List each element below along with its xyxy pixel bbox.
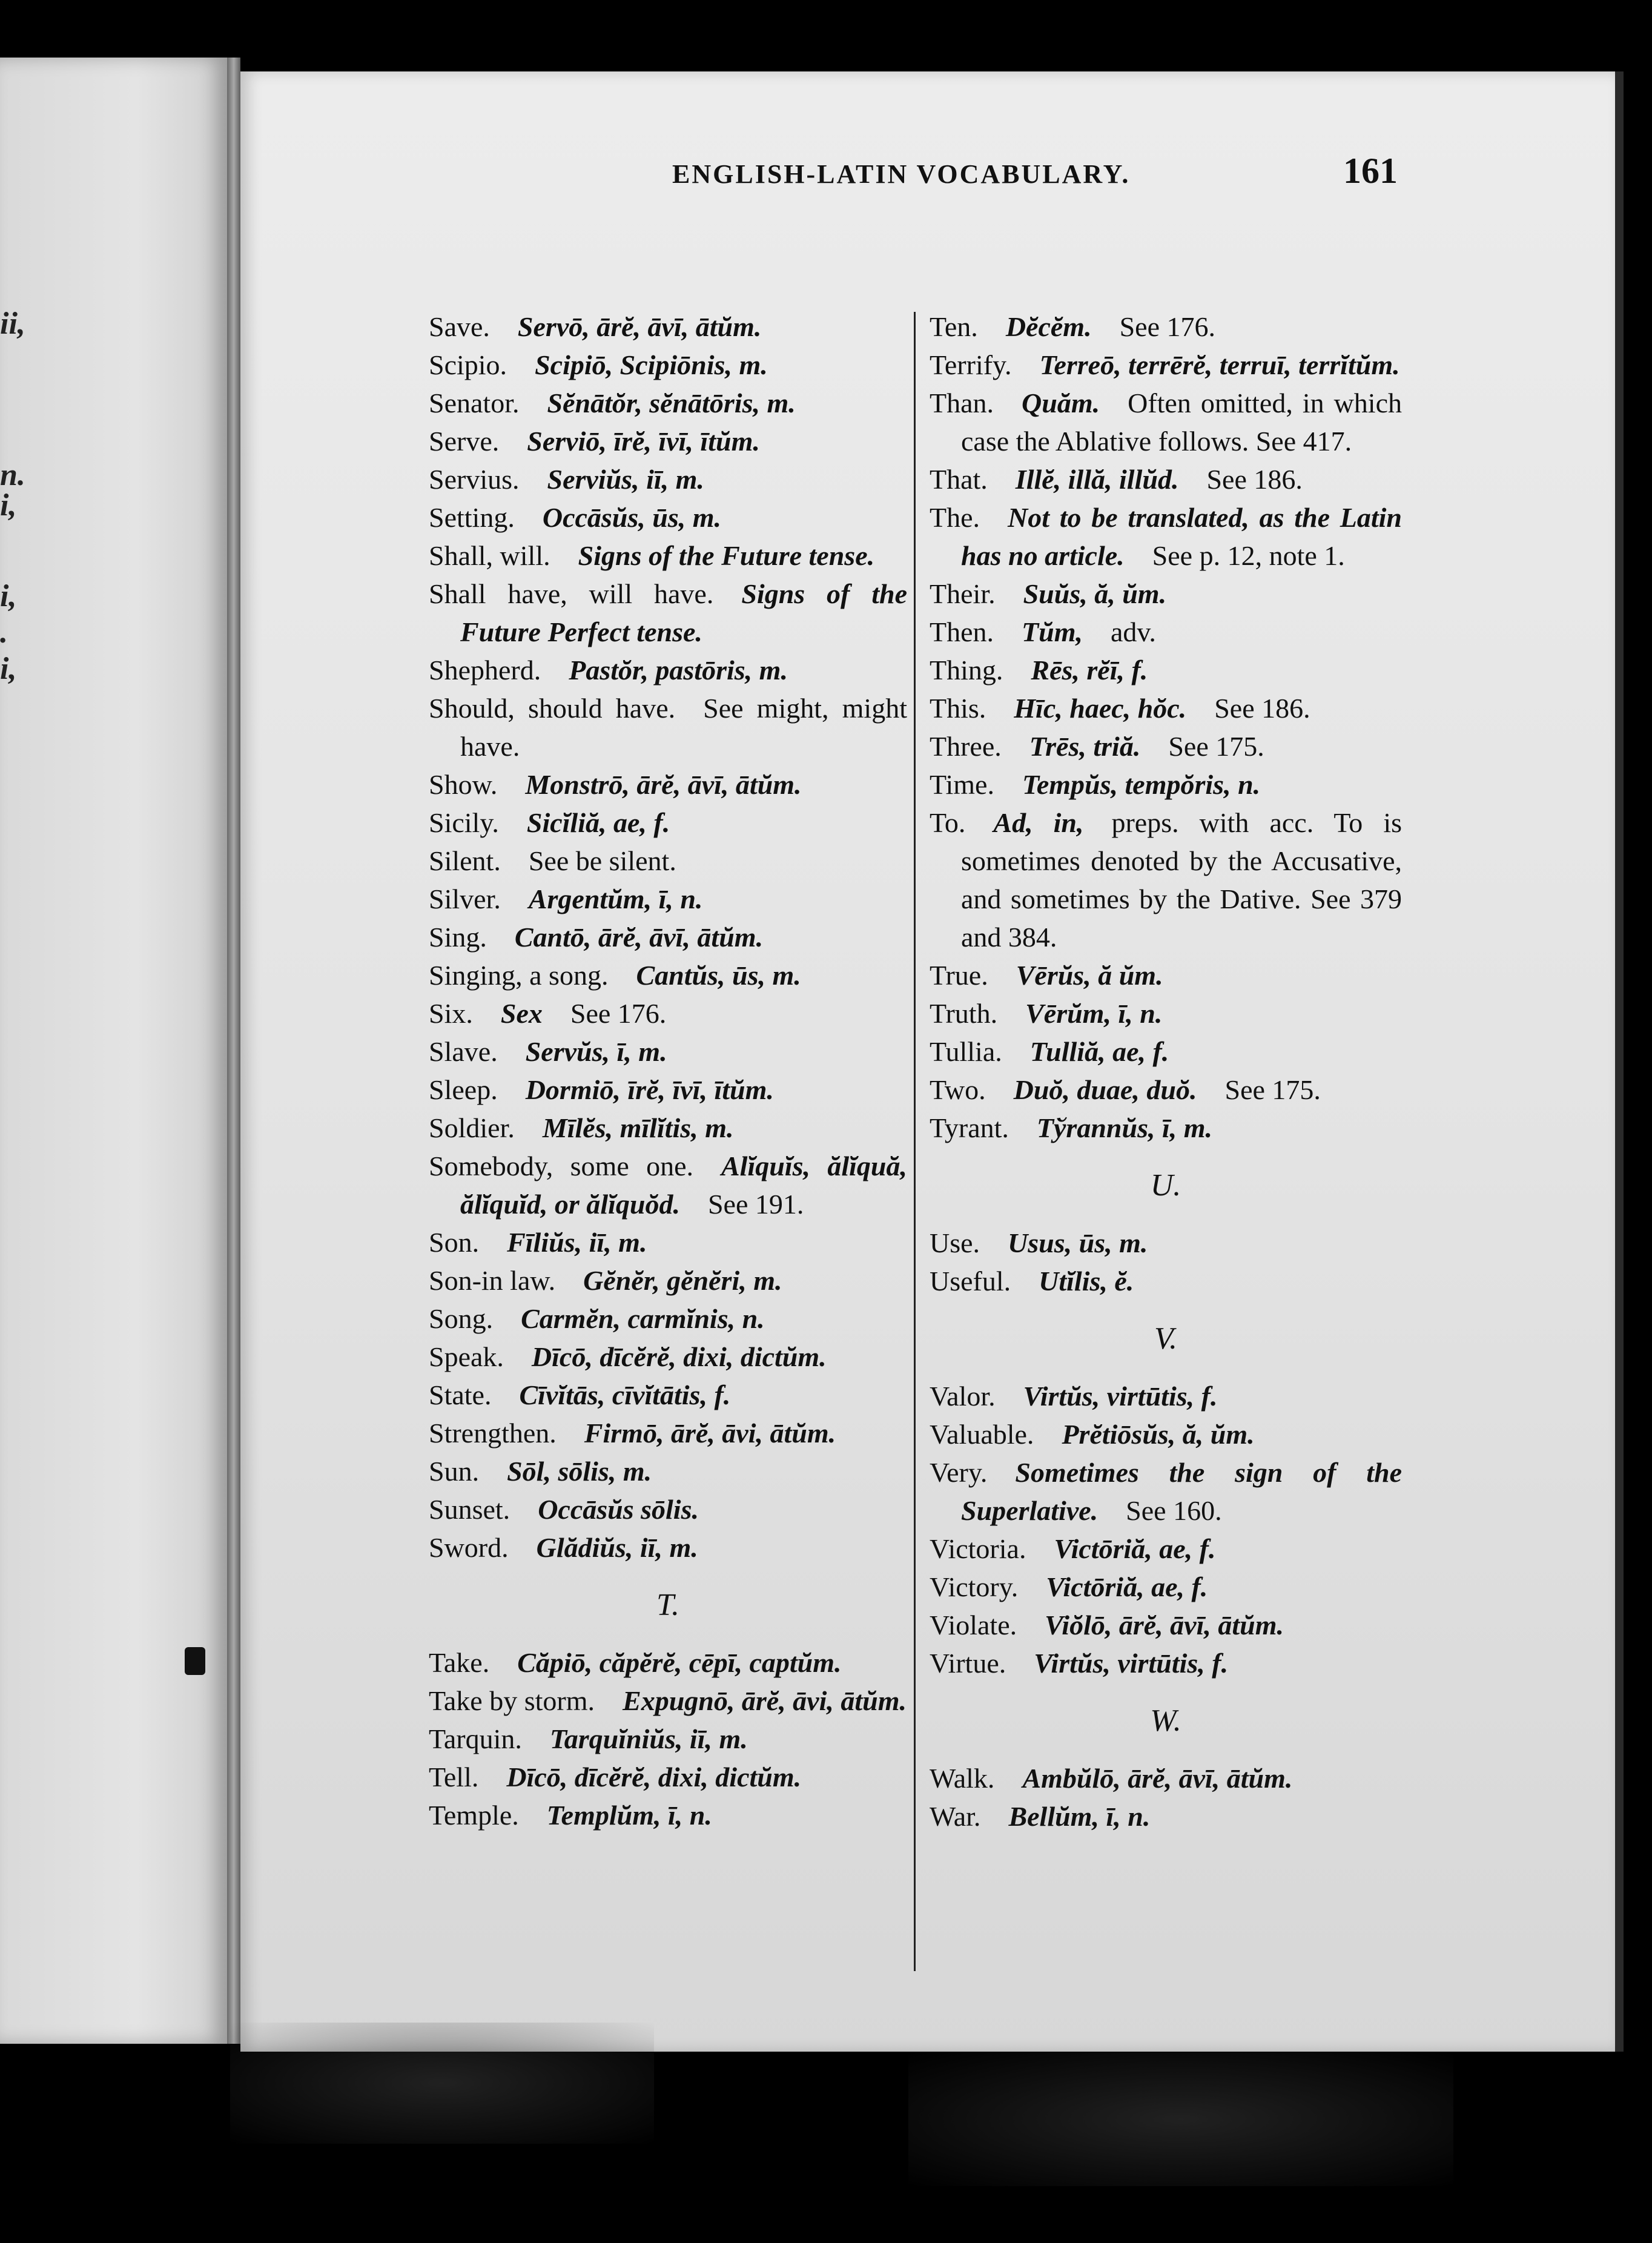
entry-latin: Ambŭlō, ārĕ, āvī, ātŭm.: [1022, 1763, 1293, 1794]
vocabulary-entry: [429, 1223, 907, 1261]
entry-latin: Cantŭs, ūs, m.: [636, 960, 801, 991]
left-page-text-fragment: .: [0, 615, 8, 650]
left-page-text-fragment: i,: [0, 488, 17, 523]
entry-latin: Tempŭs, tempŏris, n.: [1022, 769, 1261, 800]
entry-headword: Three.: [930, 731, 1002, 762]
entry-latin: Viŏlō, ārĕ, āvī, ātŭm.: [1045, 1610, 1284, 1640]
vocabulary-entry: [930, 1224, 1402, 1262]
entry-latin: Usus, ūs, m.: [1008, 1227, 1148, 1258]
entry-note: See 160.: [1126, 1495, 1222, 1526]
entry-note: See 191.: [707, 1189, 804, 1220]
entry-latin: Argentŭm, ī, n.: [528, 884, 703, 914]
vocabulary-entry: [429, 1261, 907, 1300]
entry-note: See 176.: [570, 998, 667, 1029]
vocabulary-entry: [429, 1796, 907, 1834]
page-number: 161: [1343, 151, 1398, 191]
entry-headword: Six.: [429, 998, 473, 1029]
running-header: ENGLISH-LATIN VOCABULARY.: [672, 159, 1131, 189]
entry-latin: Occāsŭs sōlis.: [538, 1494, 699, 1525]
entry-headword: This.: [930, 693, 986, 724]
vocabulary-column-right: [930, 308, 1402, 1835]
previous-page-edge: [0, 58, 227, 2044]
entry-headword: Thing.: [930, 655, 1003, 685]
vocabulary-entry: [429, 918, 907, 956]
entry-headword: Ten.: [930, 311, 978, 342]
entry-latin: Sĕnātŏr, sĕnātōris, m.: [547, 388, 796, 418]
vocabulary-entry: [930, 1759, 1402, 1797]
vocabulary-entry: [429, 460, 907, 498]
vocabulary-entry: [930, 575, 1402, 613]
vocabulary-entry: [930, 1109, 1402, 1147]
vocabulary-entry: [429, 842, 907, 880]
entry-headword: Than.: [930, 388, 994, 418]
entry-headword: Take by storm.: [429, 1685, 595, 1716]
entry-headword: Save.: [429, 311, 490, 342]
entry-note: See might, might have.: [460, 693, 907, 762]
vocabulary-entry: [930, 384, 1402, 460]
entry-latin: Prĕtiōsŭs, ă, ŭm.: [1062, 1419, 1255, 1450]
entry-headword: Then.: [930, 616, 994, 647]
book-gutter: [227, 58, 240, 2044]
entry-headword: Truth.: [930, 998, 998, 1029]
entry-latin: Firmō, ārĕ, āvi, ātŭm.: [584, 1418, 836, 1449]
left-page-text-fragment: i,: [0, 652, 17, 686]
vocabulary-entry: [930, 1568, 1402, 1606]
entry-headword: Virtue.: [930, 1648, 1006, 1679]
vocabulary-entry: [930, 1071, 1402, 1109]
entry-headword: Time.: [930, 769, 994, 800]
entry-latin: Sicĭliă, ae, f.: [526, 807, 670, 838]
vocabulary-entry: [429, 498, 907, 537]
vocabulary-entry: [930, 1262, 1402, 1300]
entry-latin: Trēs, triă.: [1029, 731, 1141, 762]
vocabulary-entry: [429, 689, 907, 765]
entry-headword: Use.: [930, 1227, 980, 1258]
vocabulary-entry: [930, 956, 1402, 994]
vocabulary-entry: [429, 1032, 907, 1071]
vocabulary-entry: [429, 1300, 907, 1338]
entry-latin: Bellŭm, ī, n.: [1008, 1801, 1151, 1832]
entry-headword: Silent.: [429, 845, 501, 876]
entry-headword: Soldier.: [429, 1112, 515, 1143]
scan-smudge: [908, 2053, 1453, 2186]
entry-headword: Tarquin.: [429, 1723, 522, 1754]
vocabulary-entry: [930, 804, 1402, 956]
vocabulary-entry: [429, 1528, 907, 1567]
entry-headword: Useful.: [930, 1266, 1011, 1297]
entry-latin: Monstrō, ārĕ, āvī, ātŭm.: [525, 769, 802, 800]
entry-latin: Sometimes the sign of the Superlative.: [961, 1457, 1402, 1526]
entry-headword: Victoria.: [930, 1533, 1026, 1564]
entry-headword: Sicily.: [429, 807, 499, 838]
entry-note: See 176.: [1119, 311, 1215, 342]
entry-latin: Ad, in,: [993, 807, 1084, 838]
entry-note: See 175.: [1168, 731, 1264, 762]
entry-headword: Shall, will.: [429, 540, 550, 571]
scan-smudge: [230, 2023, 654, 2144]
entry-latin: Suŭs, ă, ŭm.: [1023, 578, 1167, 609]
vocabulary-entry: [429, 346, 907, 384]
entry-headword: Senator.: [429, 388, 520, 418]
entry-headword: Tell.: [429, 1762, 479, 1792]
entry-latin: Victōriă, ae, f.: [1046, 1571, 1208, 1602]
left-page-text-fragment: ii,: [0, 306, 25, 341]
vocabulary-entry: [429, 1682, 907, 1720]
entry-headword: Temple.: [429, 1800, 519, 1831]
vocabulary-entry: [930, 765, 1402, 804]
entry-latin: Duŏ, duae, duŏ.: [1013, 1074, 1197, 1105]
entry-headword: Singing, a song.: [429, 960, 609, 991]
entry-headword: Speak.: [429, 1341, 504, 1372]
left-page-text-fragment: n.: [0, 458, 25, 492]
vocabulary-entry: [930, 1453, 1402, 1530]
entry-headword: Sleep.: [429, 1074, 498, 1105]
entry-headword: Shall have, will have.: [429, 578, 714, 609]
vocabulary-entry: [930, 498, 1402, 575]
entry-headword: Servius.: [429, 464, 520, 495]
vocabulary-entry: [930, 613, 1402, 651]
entry-headword: The.: [930, 502, 980, 533]
vocabulary-entry: [429, 1720, 907, 1758]
section-letter: V.: [1154, 1321, 1178, 1356]
entry-headword: Take.: [429, 1647, 490, 1678]
vocabulary-entry: [930, 689, 1402, 727]
vocabulary-entry: [930, 1415, 1402, 1453]
entry-latin: Serviō, īrĕ, īvī, ītŭm.: [527, 426, 760, 457]
vocabulary-entry: [429, 308, 907, 346]
vocabulary-entry: [930, 346, 1402, 384]
entry-headword: Strengthen.: [429, 1418, 557, 1449]
entry-latin: Dĕcĕm.: [1005, 311, 1092, 342]
entry-headword: Somebody, some one.: [429, 1151, 693, 1181]
vocabulary-entry: [429, 1376, 907, 1414]
entry-note: See be silent.: [528, 845, 676, 876]
vocabulary-entry: [429, 880, 907, 918]
vocabulary-entry: [429, 422, 907, 460]
entry-latin: Signs of the Future tense.: [578, 540, 875, 571]
entry-headword: Terrify.: [930, 349, 1012, 380]
entry-headword: Tyrant.: [930, 1112, 1009, 1143]
vocabulary-column-left: [429, 308, 907, 1834]
entry-headword: Son.: [429, 1227, 480, 1258]
vocabulary-entry: [930, 1606, 1402, 1644]
vocabulary-entry: [930, 994, 1402, 1032]
entry-latin: Hīc, haec, hŏc.: [1014, 693, 1187, 724]
entry-latin: Mīlĕs, mīlĭtis, m.: [542, 1112, 734, 1143]
entry-latin: Dīcō, dīcĕrĕ, dixi, dictŭm.: [506, 1762, 802, 1792]
entry-latin: Terreō, terrērĕ, terruī, terrĭtŭm.: [1039, 349, 1400, 380]
entry-headword: Valuable.: [930, 1419, 1034, 1450]
entry-latin: Fīliŭs, iī, m.: [507, 1227, 647, 1258]
section-letter: U.: [1150, 1168, 1181, 1203]
entry-headword: Walk.: [930, 1763, 995, 1794]
entry-latin: Virtŭs, virtūtis, f.: [1023, 1381, 1218, 1412]
entry-headword: Sing.: [429, 922, 487, 953]
vocabulary-entry: [429, 1414, 907, 1452]
entry-latin: Signs of the Future Perfect tense.: [460, 578, 907, 647]
entry-headword: Slave.: [429, 1036, 498, 1067]
entry-latin: Alĭquĭs, ălĭquă, ălĭquĭd, or ălĭquŏd.: [460, 1151, 907, 1220]
entry-note: preps. with acc. To is sometimes denoted by the Accusative, and sometimes by the Dative. See 379 and 384.: [961, 807, 1402, 953]
vocabulary-entry: [429, 537, 907, 575]
entry-latin: Tўrannŭs, ī, m.: [1036, 1112, 1213, 1143]
entry-headword: Violate.: [930, 1610, 1017, 1640]
vocabulary-entry: [930, 1797, 1402, 1835]
entry-note: See p. 12, note 1.: [1152, 540, 1345, 571]
entry-latin: Sex: [500, 998, 543, 1029]
entry-note: See 186.: [1206, 464, 1303, 495]
vocabulary-entry: [930, 1530, 1402, 1568]
vocabulary-entry: [930, 1032, 1402, 1071]
entry-headword: Sunset.: [429, 1494, 510, 1525]
vocabulary-entry: [429, 956, 907, 994]
entry-latin: Vērŭm, ī, n.: [1025, 998, 1163, 1029]
entry-headword: Two.: [930, 1074, 986, 1105]
vocabulary-entry: [429, 765, 907, 804]
vocabulary-entry: [930, 1377, 1402, 1415]
vocabulary-entry: [429, 994, 907, 1032]
entry-headword: Show.: [429, 769, 498, 800]
entry-latin: Glădiŭs, iī, m.: [536, 1532, 698, 1563]
entry-latin: Victōriă, ae, f.: [1054, 1533, 1216, 1564]
entry-latin: Vērŭs, ă ŭm.: [1016, 960, 1163, 991]
entry-headword: True.: [930, 960, 988, 991]
entry-latin: Serviŭs, iī, m.: [547, 464, 704, 495]
vocabulary-entry: [429, 1147, 907, 1223]
entry-latin: Servŭs, ī, m.: [525, 1036, 667, 1067]
entry-latin: Dormiō, īrĕ, īvī, ītŭm.: [525, 1074, 774, 1105]
entry-headword: Silver.: [429, 884, 501, 914]
entry-headword: Sun.: [429, 1456, 480, 1487]
vocabulary-entry: [429, 1452, 907, 1490]
entry-headword: Tullia.: [930, 1036, 1002, 1067]
entry-note: Often omitted, in which case the Ablative follows. See 417.: [961, 388, 1402, 457]
entry-latin: Not to be translated, as the Latin has no article.: [961, 502, 1402, 571]
entry-latin: Tulliă, ae, f.: [1029, 1036, 1169, 1067]
entry-latin: Gĕnĕr, gĕnĕri, m.: [583, 1265, 782, 1296]
vocabulary-entry: [429, 1490, 907, 1528]
vocabulary-entry: [429, 1338, 907, 1376]
vocabulary-entry: [429, 1758, 907, 1796]
entry-latin: Servō, ārĕ, āvī, ātŭm.: [517, 311, 762, 342]
entry-headword: To.: [930, 807, 966, 838]
entry-latin: Rēs, rĕī, f.: [1031, 655, 1148, 685]
section-letter: W.: [1150, 1703, 1181, 1738]
entry-latin: Virtŭs, virtūtis, f.: [1034, 1648, 1229, 1679]
entry-headword: Son-in law.: [429, 1265, 556, 1296]
vocabulary-entry: [930, 308, 1402, 346]
vocabulary-entry: [930, 651, 1402, 689]
entry-latin: Utĭlis, ĕ.: [1039, 1266, 1134, 1297]
entry-latin: Tarquĭniŭs, iī, m.: [549, 1723, 748, 1754]
entry-latin: Expugnō, ārĕ, āvi, ātŭm.: [623, 1685, 907, 1716]
entry-latin: Quăm.: [1022, 388, 1100, 418]
entry-latin: Sōl, sōlis, m.: [507, 1456, 652, 1487]
entry-headword: Setting.: [429, 502, 515, 533]
section-letter: T.: [656, 1588, 680, 1622]
entry-headword: Very.: [930, 1457, 988, 1488]
entry-headword: War.: [930, 1801, 981, 1832]
entry-headword: Shepherd.: [429, 655, 541, 685]
entry-latin: Cantō, ārĕ, āvī, ātŭm.: [514, 922, 764, 953]
entry-headword: Scipio.: [429, 349, 507, 380]
vocabulary-entry: [429, 1071, 907, 1109]
vocabulary-entry: [429, 1109, 907, 1147]
vocabulary-entry: [429, 804, 907, 842]
entry-latin: Templŭm, ī, n.: [546, 1800, 712, 1831]
vocabulary-entry: [930, 727, 1402, 765]
binding-mark: [185, 1647, 205, 1675]
entry-latin: Căpiō, căpĕrĕ, cēpī, captŭm.: [517, 1647, 842, 1678]
vocabulary-entry: [429, 651, 907, 689]
left-page-text-fragment: i,: [0, 579, 17, 613]
entry-headword: Sword.: [429, 1532, 509, 1563]
vocabulary-entry: [429, 1643, 907, 1682]
entry-latin: Carmĕn, carmĭnis, n.: [521, 1303, 765, 1334]
entry-note: adv.: [1110, 616, 1156, 647]
entry-headword: That.: [930, 464, 988, 495]
entry-latin: Cīvĭtās, cīvĭtātis, f.: [519, 1379, 731, 1410]
entry-note: See 175.: [1224, 1074, 1321, 1105]
entry-latin: Tŭm,: [1022, 616, 1083, 647]
vocabulary-entry: [930, 1644, 1402, 1682]
vocabulary-entry: [429, 384, 907, 422]
entry-latin: Illĕ, illă, illŭd.: [1015, 464, 1179, 495]
entry-headword: Their.: [930, 578, 996, 609]
vocabulary-entry: [930, 460, 1402, 498]
entry-latin: Occāsŭs, ūs, m.: [542, 502, 722, 533]
entry-headword: Should, should have.: [429, 693, 676, 724]
entry-latin: Scipiō, Scipiōnis, m.: [535, 349, 768, 380]
column-divider: [914, 312, 916, 1971]
entry-headword: Valor.: [930, 1381, 996, 1412]
entry-latin: Dīcō, dīcĕrĕ, dixi, dictŭm.: [531, 1341, 827, 1372]
entry-latin: Pastŏr, pastōris, m.: [569, 655, 788, 685]
vocabulary-entry: [429, 575, 907, 651]
entry-headword: Song.: [429, 1303, 494, 1334]
entry-headword: State.: [429, 1379, 492, 1410]
entry-headword: Victory.: [930, 1571, 1019, 1602]
entry-note: See 186.: [1214, 693, 1310, 724]
entry-headword: Serve.: [429, 426, 500, 457]
